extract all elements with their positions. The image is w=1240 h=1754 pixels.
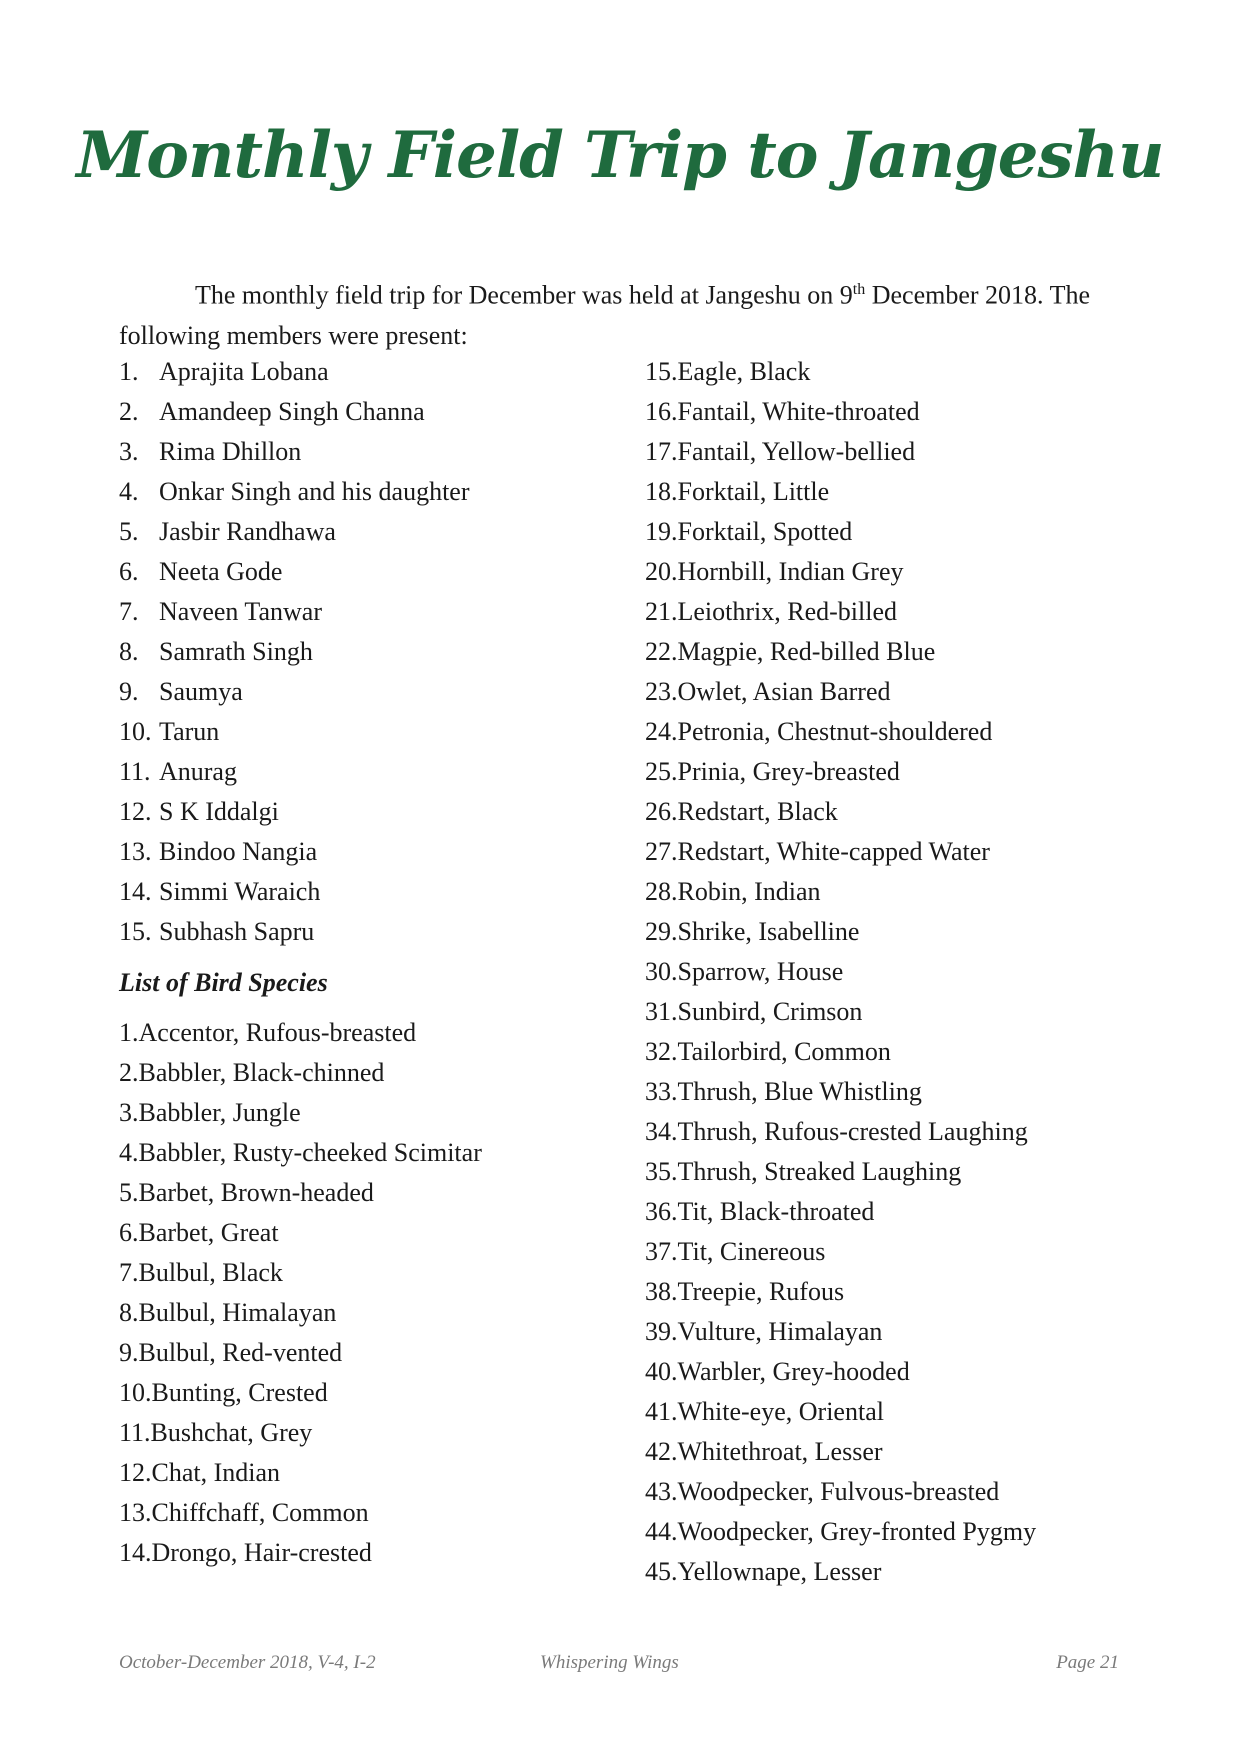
species-list-item: 23.Owlet, Asian Barred bbox=[645, 677, 891, 706]
species-list-item: 20.Hornbill, Indian Grey bbox=[645, 557, 904, 586]
species-list-item: 18.Forktail, Little bbox=[645, 477, 830, 506]
member-number: 13. bbox=[119, 837, 152, 866]
member-list-item bbox=[119, 792, 639, 832]
member-name: Tarun bbox=[159, 717, 220, 746]
species-list-item: 14.Drongo, Hair-crested bbox=[119, 1538, 372, 1567]
member-list-item bbox=[119, 432, 639, 472]
member-number: 3. bbox=[119, 437, 139, 466]
species-list-item: 5.Barbet, Brown-headed bbox=[119, 1178, 374, 1207]
species-list-item: 31.Sunbird, Crimson bbox=[645, 997, 863, 1026]
member-list-item bbox=[119, 872, 639, 912]
species-list-item: 17.Fantail, Yellow-bellied bbox=[645, 437, 916, 466]
species-list-item: 10.Bunting, Crested bbox=[119, 1378, 328, 1407]
member-number: 5. bbox=[119, 517, 139, 546]
species-list-item: 32.Tailorbird, Common bbox=[645, 1037, 891, 1066]
species-list-item: 3.Babbler, Jungle bbox=[119, 1098, 301, 1127]
members-list bbox=[119, 352, 639, 952]
member-name: Neeta Gode bbox=[159, 557, 283, 586]
member-list-item bbox=[119, 912, 639, 952]
intro-paragraph bbox=[119, 270, 1119, 356]
species-list-item: 15.Eagle, Black bbox=[645, 357, 811, 386]
species-list-item: 1.Accentor, Rufous-breasted bbox=[119, 1018, 417, 1047]
species-list-item: 28.Robin, Indian bbox=[645, 877, 821, 906]
species-list-item: 37.Tit, Cinereous bbox=[645, 1237, 826, 1266]
footer-page-number: Page 21 bbox=[1056, 1652, 1119, 1673]
member-number: 14. bbox=[119, 877, 152, 906]
member-number: 10. bbox=[119, 717, 152, 746]
species-list-item: 44.Woodpecker, Grey-fronted Pygmy bbox=[645, 1517, 1037, 1546]
species-list-item: 6.Barbet, Great bbox=[119, 1218, 279, 1247]
species-list-item: 22.Magpie, Red-billed Blue bbox=[645, 637, 936, 666]
member-number: 2. bbox=[119, 397, 139, 426]
member-list-item bbox=[119, 672, 639, 712]
intro-text-start: The monthly field trip for December was held at Jangeshu on 9 bbox=[195, 280, 853, 310]
member-name: Aprajita Lobana bbox=[159, 357, 329, 386]
member-number: 4. bbox=[119, 477, 139, 506]
species-list-item: 39.Vulture, Himalayan bbox=[645, 1317, 883, 1346]
member-name: Bindoo Nangia bbox=[159, 837, 318, 866]
member-name: Jasbir Randhawa bbox=[159, 517, 336, 546]
member-number: 9. bbox=[119, 677, 139, 706]
species-list-item: 11.Bushchat, Grey bbox=[119, 1418, 313, 1447]
species-list-item: 16.Fantail, White-throated bbox=[645, 397, 920, 426]
species-list-left bbox=[119, 1013, 639, 1573]
member-number: 1. bbox=[119, 357, 139, 386]
member-name: Samrath Singh bbox=[159, 637, 313, 666]
species-list-item: 38.Treepie, Rufous bbox=[645, 1277, 845, 1306]
species-list-item: 43.Woodpecker, Fulvous-breasted bbox=[645, 1477, 1000, 1506]
species-list-item: 33.Thrush, Blue Whistling bbox=[645, 1077, 922, 1106]
member-name: Amandeep Singh Channa bbox=[159, 397, 425, 426]
member-list-item bbox=[119, 712, 639, 752]
member-number: 15. bbox=[119, 917, 152, 946]
page-title: Monthly Field Trip to Jangeshu bbox=[76, 118, 1164, 193]
species-list-item: 19.Forktail, Spotted bbox=[645, 517, 853, 546]
species-list-item: 4.Babbler, Rusty-cheeked Scimitar bbox=[119, 1138, 482, 1167]
species-list-item: 36.Tit, Black-throated bbox=[645, 1197, 875, 1226]
species-list-item: 21.Leiothrix, Red-billed bbox=[645, 597, 898, 626]
member-name: Rima Dhillon bbox=[159, 437, 302, 466]
member-name: Simmi Waraich bbox=[159, 877, 321, 906]
member-name: Onkar Singh and his daughter bbox=[159, 477, 470, 506]
member-number: 7. bbox=[119, 597, 139, 626]
species-list-item: 2.Babbler, Black-chinned bbox=[119, 1058, 385, 1087]
species-list-item: 34.Thrush, Rufous-crested Laughing bbox=[645, 1117, 1028, 1146]
member-number: 8. bbox=[119, 637, 139, 666]
member-list-item bbox=[119, 752, 639, 792]
species-list-item: 13.Chiffchaff, Common bbox=[119, 1498, 369, 1527]
member-number: 12. bbox=[119, 797, 152, 826]
member-name: Saumya bbox=[159, 677, 243, 706]
species-list-item: 12.Chat, Indian bbox=[119, 1458, 281, 1487]
species-list-item: 25.Prinia, Grey-breasted bbox=[645, 757, 900, 786]
left-column bbox=[119, 352, 639, 1573]
species-list-item: 7.Bulbul, Black bbox=[119, 1258, 283, 1287]
member-number: 6. bbox=[119, 557, 139, 586]
species-list-item: 35.Thrush, Streaked Laughing bbox=[645, 1157, 962, 1186]
species-list-item: 26.Redstart, Black bbox=[645, 797, 838, 826]
footer-issue: October-December 2018, V-4, I-2 bbox=[119, 1652, 376, 1673]
member-list-item bbox=[119, 392, 639, 432]
species-list-item: 29.Shrike, Isabelline bbox=[645, 917, 860, 946]
member-list-item bbox=[119, 512, 639, 552]
species-heading: List of Bird Species bbox=[119, 968, 328, 997]
member-number: 11. bbox=[119, 757, 151, 786]
member-name: S K Iddalgi bbox=[159, 797, 279, 826]
species-list-item: 9.Bulbul, Red-vented bbox=[119, 1338, 343, 1367]
member-list-item bbox=[119, 472, 639, 512]
member-name: Anurag bbox=[159, 757, 237, 786]
species-list-right bbox=[645, 352, 1165, 1592]
intro-superscript: th bbox=[852, 281, 866, 298]
species-list-item: 40.Warbler, Grey-hooded bbox=[645, 1357, 910, 1386]
species-list-item: 41.White-eye, Oriental bbox=[645, 1397, 884, 1426]
species-list-item: 24.Petronia, Chestnut-shouldered bbox=[645, 717, 993, 746]
member-list-item bbox=[119, 832, 639, 872]
footer-publication: Whispering Wings bbox=[540, 1652, 679, 1673]
member-name: Subhash Sapru bbox=[159, 917, 315, 946]
species-list-item: 27.Redstart, White-capped Water bbox=[645, 837, 990, 866]
species-list-item: 8.Bulbul, Himalayan bbox=[119, 1298, 337, 1327]
species-list-item: 42.Whitethroat, Lesser bbox=[645, 1437, 883, 1466]
member-list-item bbox=[119, 632, 639, 672]
member-list-item bbox=[119, 352, 639, 392]
intro-text-end: December 2018. The following members were present: bbox=[119, 280, 1090, 350]
species-list-item: 30.Sparrow, House bbox=[645, 957, 844, 986]
member-list-item bbox=[119, 592, 639, 632]
species-list-item: 45.Yellownape, Lesser bbox=[645, 1557, 882, 1586]
member-list-item bbox=[119, 552, 639, 592]
member-name: Naveen Tanwar bbox=[159, 597, 323, 626]
